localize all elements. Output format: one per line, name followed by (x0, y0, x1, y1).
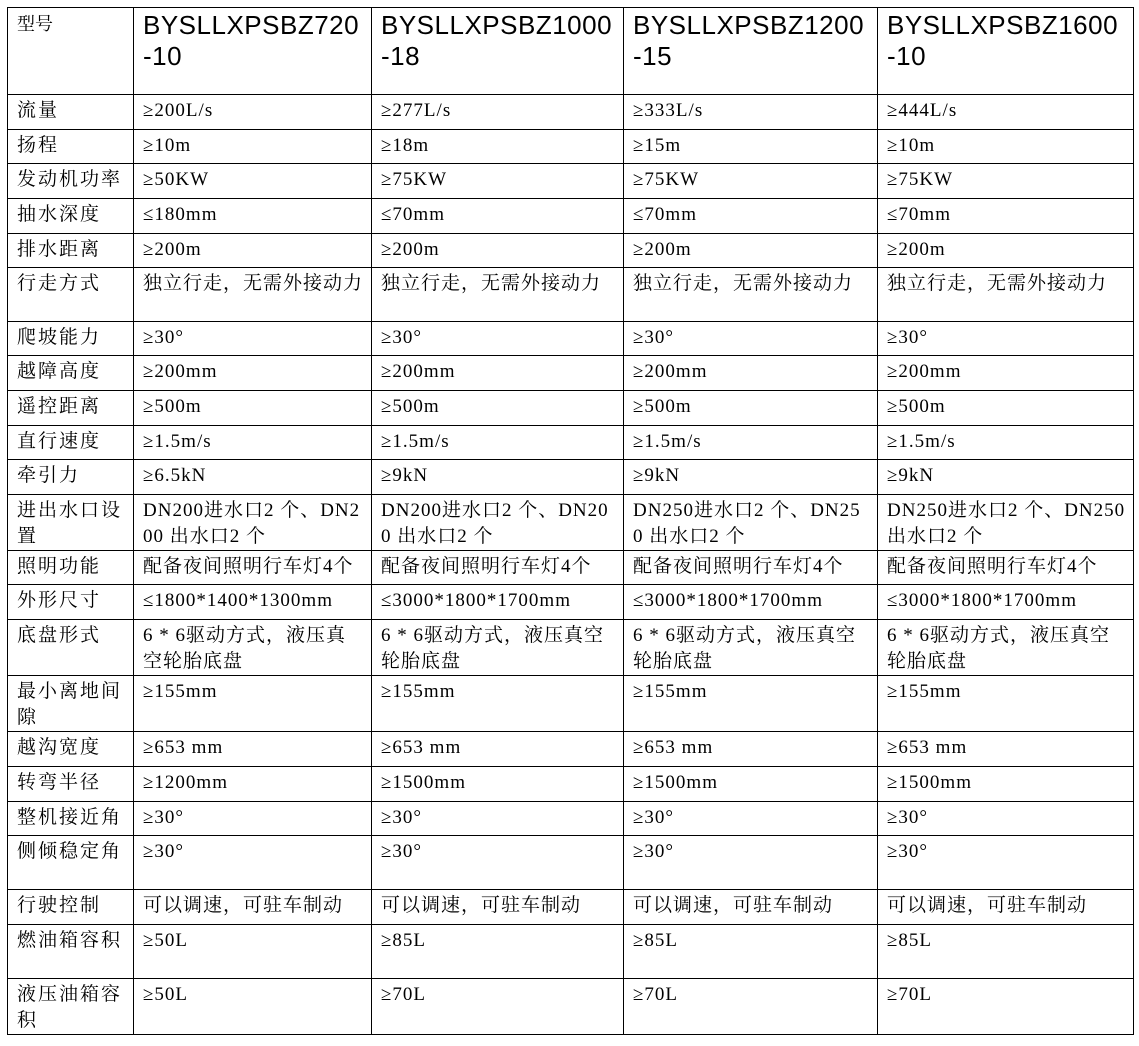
cell-value: 配备夜间照明行车灯4个 (372, 551, 624, 585)
cell-value: ≥10m (134, 130, 372, 164)
row-label: 照明功能 (8, 551, 134, 585)
table-row (8, 767, 1134, 802)
row-label: 直行速度 (8, 426, 134, 460)
table-row (8, 426, 1134, 460)
cell-value: ≥70L (624, 979, 878, 1035)
table-row (8, 95, 1134, 130)
cell-value: ≤3000*1800*1700mm (372, 585, 624, 620)
table-row (8, 356, 1134, 391)
cell-value: ≥653 mm (134, 732, 372, 767)
cell-value: ≤70mm (624, 199, 878, 234)
cell-value: ≥70L (372, 979, 624, 1035)
cell-value: ≥6.5kN (134, 460, 372, 495)
cell-value: ≥30° (372, 322, 624, 356)
cell-value: ≥200m (372, 234, 624, 268)
row-label: 抽水深度 (8, 199, 134, 234)
model-name: BYSLLXPSBZ1200-15 (624, 8, 878, 95)
cell-value: 6 * 6驱动方式，液压真空轮胎底盘 (624, 620, 878, 676)
table-row (8, 199, 1134, 234)
row-label: 流量 (8, 95, 134, 130)
row-label: 燃油箱容积 (8, 925, 134, 979)
cell-value: 可以调速，可驻车制动 (372, 890, 624, 925)
cell-value: ≥500m (878, 391, 1134, 426)
cell-value: ≥277L/s (372, 95, 624, 130)
cell-value: DN200进水口2 个、DN200 出水口2 个 (372, 495, 624, 551)
cell-value: ≥9kN (372, 460, 624, 495)
cell-value: ≥200mm (134, 356, 372, 391)
row-label: 最小离地间隙 (8, 676, 134, 732)
cell-value: 6 * 6驱动方式，液压真空轮胎底盘 (372, 620, 624, 676)
header-row (8, 8, 1134, 95)
row-label: 发动机功率 (8, 164, 134, 199)
row-label: 爬坡能力 (8, 322, 134, 356)
table-row (8, 925, 1134, 979)
cell-value: 可以调速，可驻车制动 (878, 890, 1134, 925)
table-row (8, 495, 1134, 551)
cell-value: ≥1.5m/s (134, 426, 372, 460)
table-row (8, 164, 1134, 199)
cell-value: ≥200m (878, 234, 1134, 268)
cell-value: ≥30° (134, 802, 372, 836)
cell-value: ≥155mm (372, 676, 624, 732)
cell-value: ≤180mm (134, 199, 372, 234)
row-label: 遥控距离 (8, 391, 134, 426)
table-row (8, 732, 1134, 767)
row-label: 扬程 (8, 130, 134, 164)
cell-value: ≥333L/s (624, 95, 878, 130)
cell-value: ≥200mm (372, 356, 624, 391)
cell-value: 6 * 6驱动方式，液压真空轮胎底盘 (134, 620, 372, 676)
cell-value: ≥1500mm (624, 767, 878, 802)
cell-value: ≥30° (372, 802, 624, 836)
cell-value: ≥653 mm (624, 732, 878, 767)
cell-value: ≤70mm (372, 199, 624, 234)
row-label: 行驶控制 (8, 890, 134, 925)
cell-value: ≥155mm (878, 676, 1134, 732)
cell-value: ≥75KW (878, 164, 1134, 199)
cell-value: ≥155mm (134, 676, 372, 732)
cell-value: ≤3000*1800*1700mm (878, 585, 1134, 620)
header-label: 型号 (8, 8, 134, 95)
cell-value: ≥9kN (878, 460, 1134, 495)
table-row (8, 322, 1134, 356)
cell-value: ≤1800*1400*1300mm (134, 585, 372, 620)
row-label: 液压油箱容积 (8, 979, 134, 1035)
table-row (8, 890, 1134, 925)
cell-value: 可以调速，可驻车制动 (134, 890, 372, 925)
cell-value: 可以调速，可驻车制动 (624, 890, 878, 925)
table-row (8, 836, 1134, 890)
cell-value: ≥30° (134, 836, 372, 890)
cell-value: ≥85L (372, 925, 624, 979)
cell-value: ≥500m (134, 391, 372, 426)
table-row (8, 585, 1134, 620)
row-label: 排水距离 (8, 234, 134, 268)
cell-value: ≥200m (134, 234, 372, 268)
cell-value: ≥1.5m/s (624, 426, 878, 460)
cell-value: 独立行走，无需外接动力 (624, 268, 878, 322)
table-row (8, 268, 1134, 322)
row-label: 越障高度 (8, 356, 134, 391)
cell-value: ≤70mm (878, 199, 1134, 234)
cell-value: ≥70L (878, 979, 1134, 1035)
cell-value: 独立行走，无需外接动力 (134, 268, 372, 322)
model-name: BYSLLXPSBZ1000-18 (372, 8, 624, 95)
cell-value: ≥200L/s (134, 95, 372, 130)
row-label: 转弯半径 (8, 767, 134, 802)
cell-value: ≥653 mm (372, 732, 624, 767)
row-label: 行走方式 (8, 268, 134, 322)
table-row (8, 391, 1134, 426)
model-name: BYSLLXPSBZ720-10 (134, 8, 372, 95)
table-row (8, 979, 1134, 1035)
cell-value: ≥30° (624, 802, 878, 836)
cell-value: ≥15m (624, 130, 878, 164)
cell-value: ≥75KW (624, 164, 878, 199)
cell-value: 6 * 6驱动方式，液压真空轮胎底盘 (878, 620, 1134, 676)
cell-value: ≥30° (878, 802, 1134, 836)
table-row (8, 802, 1134, 836)
cell-value: ≥30° (134, 322, 372, 356)
cell-value: DN250进水口2 个、DN250 出水口2 个 (878, 495, 1134, 551)
cell-value: ≥75KW (372, 164, 624, 199)
table-row (8, 234, 1134, 268)
cell-value: ≥155mm (624, 676, 878, 732)
cell-value: ≥1500mm (878, 767, 1134, 802)
cell-value: ≥653 mm (878, 732, 1134, 767)
cell-value: ≥30° (878, 322, 1134, 356)
cell-value: ≥10m (878, 130, 1134, 164)
cell-value: ≥30° (624, 836, 878, 890)
cell-value: ≥200mm (624, 356, 878, 391)
cell-value: DN250进水口2 个、DN250 出水口2 个 (624, 495, 878, 551)
table-row (8, 130, 1134, 164)
row-label: 底盘形式 (8, 620, 134, 676)
row-label: 侧倾稳定角 (8, 836, 134, 890)
cell-value: ≥500m (624, 391, 878, 426)
cell-value: ≥1.5m/s (878, 426, 1134, 460)
cell-value: ≥30° (372, 836, 624, 890)
table-row (8, 620, 1134, 676)
cell-value: ≥50L (134, 925, 372, 979)
row-label: 牵引力 (8, 460, 134, 495)
cell-value: ≥30° (878, 836, 1134, 890)
cell-value: 配备夜间照明行车灯4个 (134, 551, 372, 585)
table-row (8, 551, 1134, 585)
spec-table (7, 7, 1134, 1035)
cell-value: ≥1200mm (134, 767, 372, 802)
cell-value: ≥444L/s (878, 95, 1134, 130)
cell-value: 配备夜间照明行车灯4个 (624, 551, 878, 585)
cell-value: 配备夜间照明行车灯4个 (878, 551, 1134, 585)
cell-value: 独立行走，无需外接动力 (372, 268, 624, 322)
cell-value: ≥85L (878, 925, 1134, 979)
cell-value: ≥50L (134, 979, 372, 1035)
row-label: 整机接近角 (8, 802, 134, 836)
cell-value: ≥9kN (624, 460, 878, 495)
row-label: 进出水口设置 (8, 495, 134, 551)
cell-value: ≥1500mm (372, 767, 624, 802)
cell-value: ≥500m (372, 391, 624, 426)
cell-value: ≤3000*1800*1700mm (624, 585, 878, 620)
cell-value: DN200进水口2 个、DN200 出水口2 个 (134, 495, 372, 551)
cell-value: ≥85L (624, 925, 878, 979)
model-name: BYSLLXPSBZ1600-10 (878, 8, 1134, 95)
cell-value: ≥30° (624, 322, 878, 356)
cell-value: ≥1.5m/s (372, 426, 624, 460)
cell-value: ≥18m (372, 130, 624, 164)
cell-value: 独立行走，无需外接动力 (878, 268, 1134, 322)
row-label: 外形尺寸 (8, 585, 134, 620)
table-row (8, 460, 1134, 495)
row-label: 越沟宽度 (8, 732, 134, 767)
cell-value: ≥200mm (878, 356, 1134, 391)
cell-value: ≥50KW (134, 164, 372, 199)
table-row (8, 676, 1134, 732)
cell-value: ≥200m (624, 234, 878, 268)
